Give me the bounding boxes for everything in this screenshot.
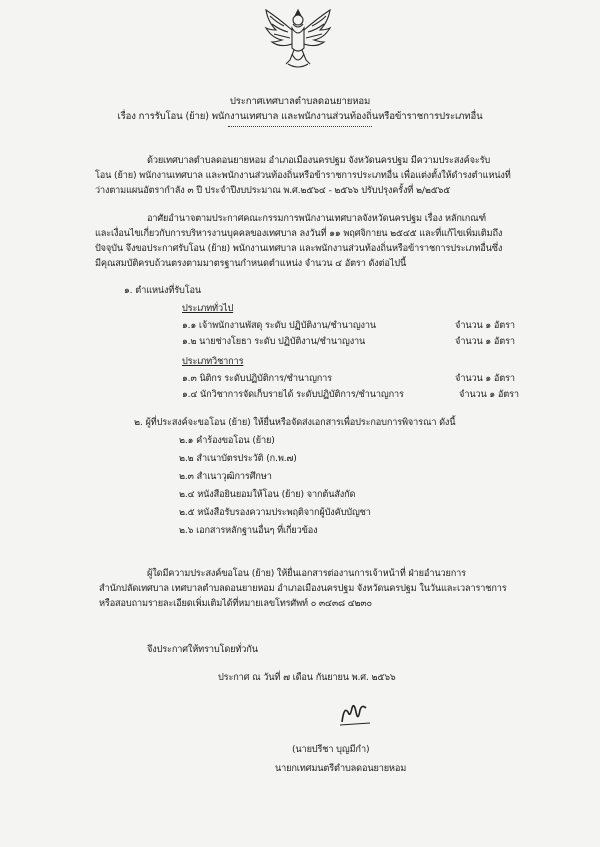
document-item: ๒.๑ คำร้องขอโอน (ย้าย) <box>179 435 275 446</box>
position-group-general: ประเภททั่วไป <box>182 303 234 314</box>
signer-title: นายกเทศมนตรีตำบลดอนยายหอม <box>275 763 407 774</box>
announcement-subject: เรื่อง การรับโอน (ย้าย) พนักงานเทศบาล และพนักงานส่วนท้องถิ่นหรือข้าราชการประเภทอื่น <box>117 111 483 122</box>
intro-line-2: โอน (ย้าย) พนักงานเทศบาล และพนักงานส่วนท้องถิ่นหรือข้าราชการประเภทอื่น เพื่อแต่งตั้งให้ดำรงตำแหน่งที่ <box>95 170 511 181</box>
document-item: ๒.๓ สำเนาวุฒิการศึกษา <box>179 471 272 482</box>
authority-line-4: มีคุณสมบัติครบถ้วนตรงตามมาตรฐานกำหนดตำแหน่ง จำนวน ๔ อัตรา ดังต่อไปนี้ <box>95 258 407 269</box>
garuda-emblem-icon <box>262 4 334 72</box>
contact-line-3: หรือสอบถามรายละเอียดเพิ่มเติมได้ที่หมายเลขโทรศัพท์ ๐ ๓๔๓๘ ๔๒๓๐ <box>99 598 372 609</box>
position-item-count: จำนวน ๑ อัตรา <box>455 336 515 347</box>
position-item-count: จำนวน ๑ อัตรา <box>455 373 515 384</box>
intro-line-3: ว่างตามแผนอัตรากำลัง ๓ ปี ประจำปีงบประมาณ พ.ศ.๒๕๖๔ - ๒๕๖๖ ปรับปรุงครั้งที่ ๒/๒๕๖๕ <box>95 185 451 196</box>
position-group-academic: ประเภทวิชาการ <box>182 356 244 367</box>
signature-mark <box>336 698 376 728</box>
contact-line-1: ผู้ใดมีความประสงค์ขอโอน (ย้าย) ให้ยื่นเอกสารต่องานการเจ้าหน้าที่ ฝ่ายอำนวยการ <box>147 568 466 579</box>
document-item: ๒.๖ เอกสารหลักฐานอื่นๆ ที่เกี่ยวข้อง <box>179 525 318 536</box>
position-item-name: ๑.๑ เจ้าพนักงานพัสดุ ระดับ ปฏิบัติงาน/ชำนาญงาน <box>182 320 377 331</box>
signer-name: (นายปรีชา บุญมีกำ) <box>292 744 370 755</box>
documents-heading: ๒. ผู้ที่ประสงค์จะขอโอน (ย้าย) ให้ยื่นหรือจัดส่งเอกสารเพื่อประกอบการพิจารณา ดังนี้ <box>134 417 456 428</box>
document-item: ๒.๔ หนังสือยินยอมให้โอน (ย้าย) จากต้นสังกัด <box>179 489 356 500</box>
contact-line-2: สำนักปลัดเทศบาล เทศบาลตำบลดอนยายหอม อำเภอเมืองนครปฐม จังหวัดนครปฐม ในวันและเวลาราชการ <box>99 583 507 594</box>
document-item: ๒.๕ หนังสือรับรองความประพฤติจากผู้บังคับบัญชา <box>179 507 371 518</box>
position-item-count: จำนวน ๑ อัตรา <box>459 389 519 400</box>
position-item-name: ๑.๒ นายช่างโยธา ระดับ ปฏิบัติงาน/ชำนาญงาน <box>182 336 366 347</box>
position-item-count: จำนวน ๑ อัตรา <box>455 320 515 331</box>
position-item-name: ๑.๓ นิติกร ระดับปฏิบัติการ/ชำนาญการ <box>182 373 332 384</box>
closing-statement: จึงประกาศให้ทราบโดยทั่วกัน <box>147 644 258 655</box>
authority-line-1: อาศัยอำนาจตามประกาศคณะกรรมการพนักงานเทศบาลจังหวัดนครปฐม เรื่อง หลักเกณฑ์ <box>147 213 486 224</box>
document-item: ๒.๒ สำเนาบัตรประวัติ (ก.พ.๗) <box>179 453 297 464</box>
announcement-date: ประกาศ ณ วันที่ ๗ เดือน กันยายน พ.ศ. ๒๕๖๖ <box>218 672 396 683</box>
announcement-title: ประกาศเทศบาลตำบลดอนยายหอม <box>229 96 371 107</box>
position-item-name: ๑.๔ นักวิชาการจัดเก็บรายได้ ระดับปฏิบัติการ/ชำนาญการ <box>182 389 404 400</box>
positions-heading: ๑. ตำแหน่งที่รับโอน <box>124 285 201 296</box>
authority-line-3: ปัจจุบัน จึงขอประกาศรับโอน (ย้าย) พนักงานเทศบาล และพนักงานส่วนท้องถิ่นหรือข้าราชการประเภทอื่นซึ่ง <box>95 243 503 254</box>
authority-line-2: และเงื่อนไขเกี่ยวกับการบริหารงานบุคคลของเทศบาล ลงวันที่ ๑๑ พฤศจิกายน ๒๕๔๕ และที่แก้ไขเพิ่มเติมถึง <box>95 228 503 239</box>
dotted-divider <box>228 126 372 127</box>
intro-line-1: ด้วยเทศบาลตำบลดอนยายหอม อำเภอเมืองนครปฐม จังหวัดนครปฐม มีความประสงค์จะรับ <box>147 155 491 166</box>
